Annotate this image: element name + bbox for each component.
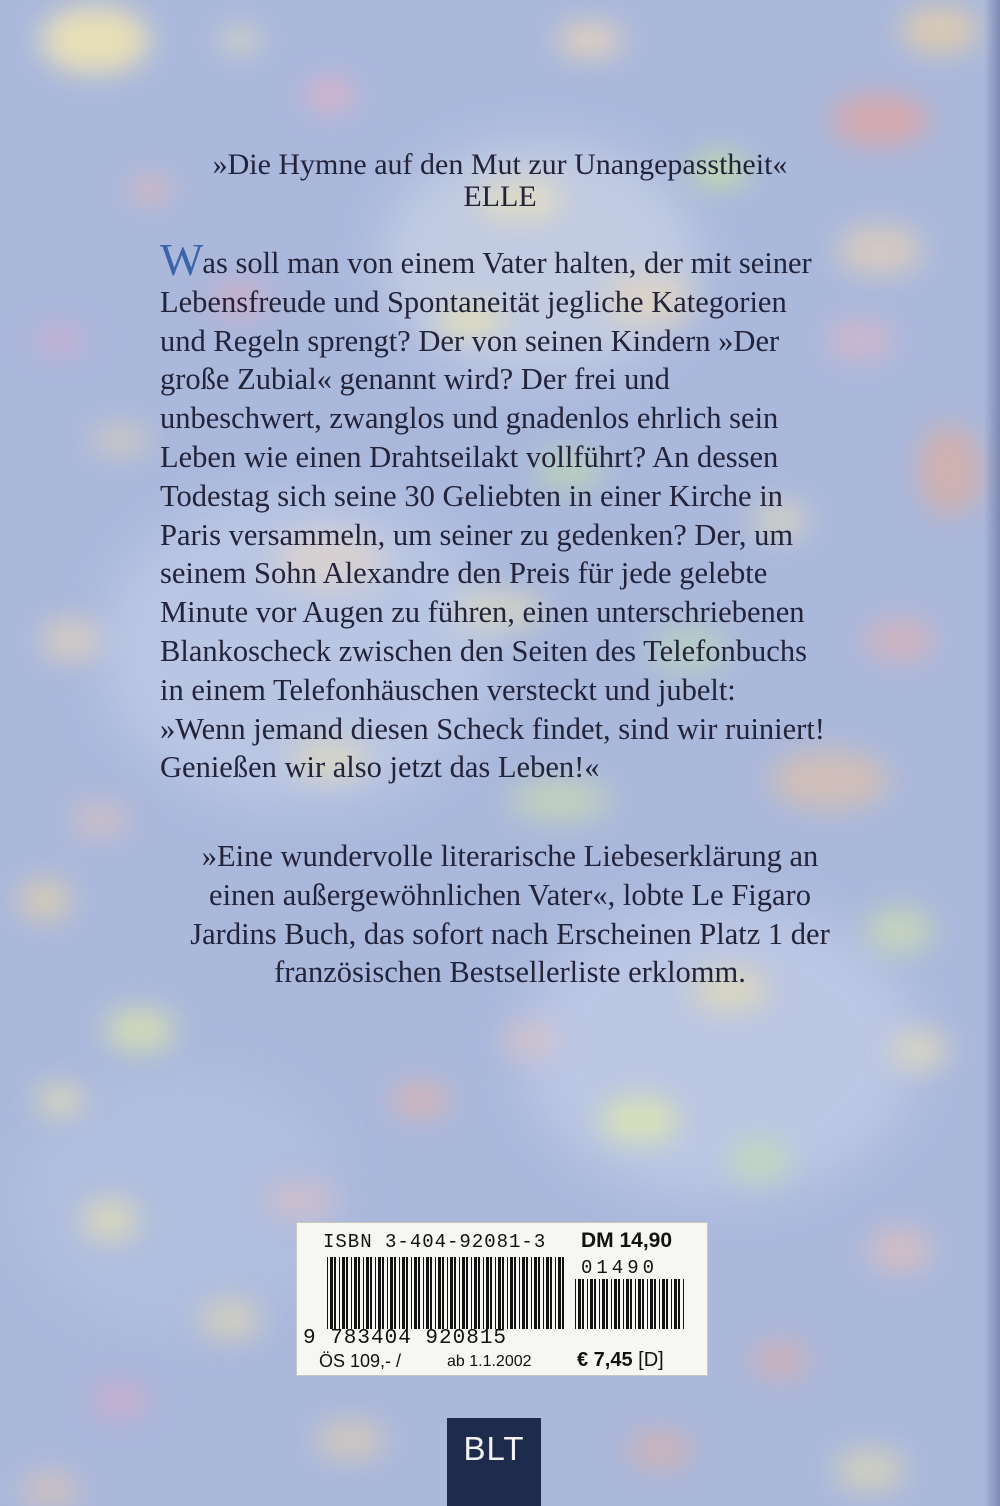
blurb-line-14: Genießen wir also jetzt das Leben!« xyxy=(160,750,600,785)
blurb-line-10: Minute vor Augen zu führen, einen unterschriebenen xyxy=(160,595,805,630)
blurb-line-6: Leben wie einen Drahtseilakt vollführt? An dessen xyxy=(160,439,779,474)
top-quote-source: ELLE xyxy=(463,180,537,213)
blurb-line-13: »Wenn jemand diesen Scheck findet, sind wir ruiniert! xyxy=(160,711,825,746)
euro-price: € 7,45 [D] xyxy=(577,1349,664,1371)
addon-digits: 01490 xyxy=(581,1257,659,1279)
blurb-line-3: und Regeln sprengt? Der von seinen Kindern »Der xyxy=(160,323,780,358)
blurb-line-8: Paris versammeln, um seiner zu gedenken? Der, um xyxy=(160,517,794,552)
blurb-line-4: große Zubial« genannt wird? Der frei und xyxy=(160,362,670,397)
press-line-4: französischen Bestsellerliste erklomm. xyxy=(274,955,746,990)
top-quote-text: »Die Hymne auf den Mut zur Unangepasstheit« xyxy=(212,148,788,181)
ean-barcode-icon xyxy=(327,1257,565,1329)
blurb-line-5: unbeschwert, zwanglos und gnadenlos ehrlich sein xyxy=(160,401,779,436)
blurb-line-2: Lebensfreude und Spontaneität jegliche Kategorien xyxy=(160,284,787,319)
addon-barcode-icon xyxy=(575,1279,687,1329)
isbn-number: ISBN 3-404-92081-3 xyxy=(323,1231,547,1253)
blurb-line-1: Was soll man von einem Vater halten, der mit seiner xyxy=(160,234,812,285)
barcode-price-label xyxy=(296,1222,708,1376)
blurb-paragraph xyxy=(160,234,880,787)
blurb-line-7: Todestag sich seine 30 Geliebten in einer Kirche in xyxy=(160,478,783,513)
spine-shadow xyxy=(984,0,1000,1506)
austrian-price: ÖS 109,- / xyxy=(319,1351,402,1371)
price-valid-from: ab 1.1.2002 xyxy=(447,1353,532,1370)
press-line-3: Jardins Buch, das sofort nach Erscheinen Platz 1 der xyxy=(190,916,830,951)
blurb-line-9: seinem Sohn Alexandre den Preis für jede gelebte xyxy=(160,556,768,591)
dm-price: DM 14,90 xyxy=(581,1229,673,1252)
drop-cap: W xyxy=(160,234,203,285)
euro-price-region: [D] xyxy=(638,1349,664,1371)
blurb-line-11: Blankoscheck zwischen den Seiten des Telefonbuchs xyxy=(160,633,807,668)
press-line-1: »Eine wundervolle literarische Liebeserklärung an xyxy=(201,839,819,873)
press-quote-paragraph xyxy=(150,837,870,992)
ean-digits: 9 783404 920815 xyxy=(303,1327,508,1350)
press-line-2: einen außergewöhnlichen Vater«, lobte Le Figaro xyxy=(209,877,811,912)
blurb-line-12: in einem Telefonhäuschen versteckt und jubelt: xyxy=(160,672,736,707)
publisher-logo: BLT xyxy=(447,1418,541,1506)
